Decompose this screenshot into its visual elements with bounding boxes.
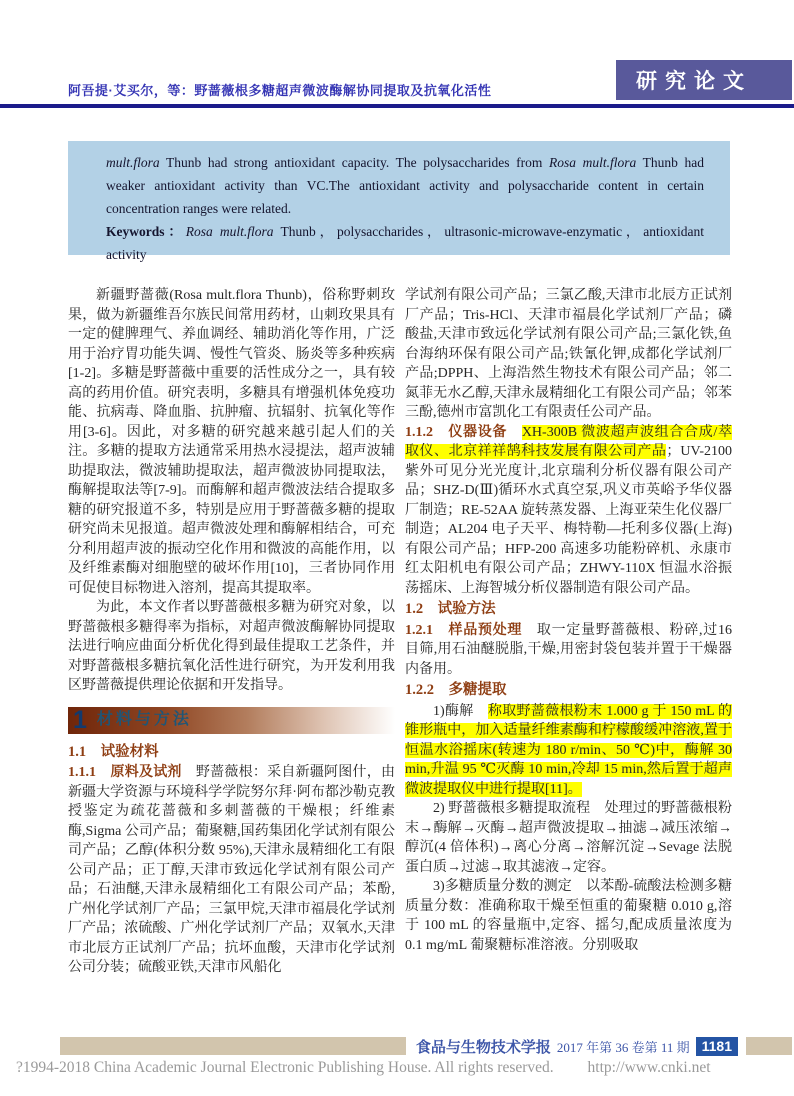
- copyright-line: [16, 1059, 786, 1077]
- header-rule: [0, 104, 794, 108]
- instruments-text: ；UV-2100 紫外可见分光光度计,北京瑞利分析仪器有限公司产品；SHZ-D(Ⅲ)循环水式真空泵,巩义市英峪予华仪器厂制造；RE-52AA 旋转蒸发器、上海亚荣生化仪器厂制造；AL204 电子天平、梅特勒—托利多仪器(上海)有限公司产品；HFP-200 高速多功能粉碎机、永康市红太阳机电有限公司产品；ZHWY-110X 恒温水浴振荡摇床、上海智城分析仪器制造有限公司产品。: [405, 444, 732, 596]
- heading-1-2-2-extraction: 1.2.2 多糖提取: [405, 682, 507, 698]
- paragraph-raw-materials: [68, 763, 395, 978]
- abstract-italic-species: mult.flora: [106, 155, 160, 170]
- heading-1-2-1-pretreatment: 1.2.1 样品预处理: [405, 622, 523, 638]
- abstract-text: [106, 151, 704, 220]
- heading-1-1-2-instruments: 1.1.2 仪器设备: [405, 424, 522, 440]
- heading-1-1-materials: 1.1 试验材料: [68, 743, 159, 760]
- paragraph-introduction: 新疆野蔷薇(Rosa mult.flora Thunb)，俗称野刺玫果，做为新疆维吾尔族民间常用药材，山刺玫果具有一定的健脾理气、养血调经、辅助消化等作用，广泛用于治疗胃功能失调、慢性气管炎、肠炎等多种疾病[1-2]。多糖是野蔷薇中重要的活性成分之一，具有较高的药用价值。研究表明，多糖具有增强机体免疫功能、抗病毒、降血脂、抗肿瘤、抗辐射、抗氧化等作用[3-6]。因此，对多糖的研究越来越引起人们的关注。多糖的提取方法通常采用热水浸提法，超声波辅助提取法，微波辅助提取法，超声微波协同提取法，酶解提取法等[7-9]。而酶解和超声微波法结合提取多糖的研究报道不多，特别是应用于野蔷薇多糖的提取研究尚未见报道。超声微波处理和酶解相结合，可充分利用超声波的振动空化作用和微波的高能作用，以及纤维素酶对细胞壁的破坏作用[10]，三者协同作用可促使目标物进入溶剂，提高其提取率。: [68, 288, 395, 596]
- abstract-run: Thunb had strong antioxidant capacity. The polysaccharides from: [159, 155, 549, 170]
- cnki-url[interactable]: http://www.cnki.net: [587, 1059, 711, 1076]
- keywords-text: Thunb，polysaccharides，ultrasonic-microwave-enzymatic，antioxidant activity: [106, 224, 704, 262]
- running-title: 阿吾提·艾买尔，等：野蔷薇根多糖超声微波酶解协同提取及抗氧化活性: [68, 83, 492, 98]
- research-badge: [616, 60, 792, 100]
- issue-info: 2017 年第 36 卷第 11 期: [556, 1039, 690, 1055]
- footer-bar-right: [746, 1037, 792, 1055]
- footer-bar-left: [60, 1037, 406, 1055]
- pretreatment-text: 取一定量野蔷薇根、粉碎,过16 目筛,用石油醚脱脂,干燥,用密封袋包装并置于干燥器内备用。: [405, 622, 732, 677]
- heading-1-2-methods: 1.2 试验方法: [405, 601, 496, 617]
- paragraph-reagents-continued: 学试剂有限公司产品；三氯乙酸,天津市北辰方正试剂厂产品；Tris-HCl、天津市福晨化学试剂厂产品；磷酸盐,天津市致远化学试剂有限公司产品;三氯化铁,鱼台海纳环保有限公司产品;铁氰化钾,成都化学试剂厂产品;DPPH、上海浩然生物技术有限公司产品；邻二氮菲无水乙醇,天津永晟精细化工有限公司产品；邻苯三酚,德州市富凯化工有限责任公司产品。: [405, 288, 732, 420]
- reagents-text: 野蔷薇根：采自新疆阿图什，由新疆大学资源与环境科学学院努尔拜·阿布都沙勒克教授鉴定为疏花蔷薇和多刺蔷薇的干燥根；纤维素酶,Sigma 公司产品；葡聚糖,国药集团化学试剂有限公司产品；乙醇(体积分数 95%),天津永晟精细化工有限公司产品；正丁醇,天津市致远化学试剂有限公司产品；石油醚,天津永晟精细化工有限公司产品；苯酚,广州化学试剂厂产品；三氯甲烷,天津市福晨化学试剂厂产品；浓硫酸、广州化学试剂厂产品；双氧水,天津市北辰方正试剂厂产品；抗坏血酸，天津市化学试剂公司分装；硫酸亚铁,天津市风船化: [68, 765, 396, 975]
- paragraph-extraction-process: 2) 野蔷薇根多糖提取流程 处理过的野蔷薇根粉末→酶解→灭酶→超声微波提取→抽滤→减压浓缩→醇沉(4 倍体积)→离心分离→溶解沉淀→Sevage 法脱蛋白质→过滤→取其滤液→定容。: [405, 801, 732, 875]
- paragraph-purpose: 为此，本文作者以野蔷薇根多糖为研究对象，以野蔷薇根多糖得率为指标，对超声微波酶解协同提取法进行响应曲面分析优化得到最佳提取工艺条件，并对野蔷薇根多糖抗氧化活性进行研究，为开发利用我区野蔷薇提供理论依据和开发指导。: [68, 600, 395, 693]
- enzymolysis-label: 1)酶解: [433, 703, 488, 719]
- highlight-enzymolysis-text: 称取野蔷薇根粉末 1.000 g 于 150 mL 的锥形瓶中，加入适量纤维素酶和柠檬酸缓冲溶液,置于恒温水浴摇床(转速为 180 r/min、50 ℃)中，酶解 30 min,升温 95 ℃灭酶 10 min,冷却 15 min,然后置于超声微波提取仪中进行提取[11]。: [405, 703, 732, 797]
- right-column: [405, 286, 732, 1034]
- paragraph-measurement: 3)多糖质量分数的测定 以苯酚-硫酸法检测多糖质量分数：准确称取干燥至恒重的葡聚糖 0.010 g,溶于 100 mL 的容量瓶中,定容、摇匀,配成质量浓度为 0.1 mg/mL 葡聚糖标准溶液。分别吸取: [405, 879, 732, 953]
- section-title: 材料与方法: [96, 711, 192, 729]
- copyright-text: ?1994-2018 China Academic Journal Electronic Publishing House. All rights reserved.: [16, 1059, 554, 1076]
- abstract-italic-species-2: Rosa mult.flora: [548, 155, 637, 170]
- research-badge-label: 研究论文: [636, 70, 752, 93]
- abstract-box: [68, 141, 730, 262]
- highlight-instrument-text: XH-300B 微波超声波组合合成/萃取仪、北京祥祥鹄科技发展有限公司产品: [405, 424, 732, 459]
- paragraph-enzymolysis: [405, 702, 732, 800]
- keywords-label: Keywords：: [106, 224, 186, 239]
- heading-1-1-1-reagents: 1.1.1 原料及试剂: [68, 765, 182, 780]
- paragraph-instruments: [405, 423, 732, 599]
- left-column: [68, 286, 395, 1034]
- section-number: 1: [73, 706, 87, 734]
- section-banner-materials-methods: [68, 707, 395, 734]
- abstract-run-2: Thunb had weaker antioxidant activity than VC.The antioxidant activity and polysaccharide content in certain concentration ranges were related.: [106, 155, 704, 216]
- paragraph-pretreatment: [405, 621, 732, 680]
- journal-name: 食品与生物技术学报: [415, 1038, 551, 1056]
- body-columns: [68, 286, 732, 1034]
- keywords-line: [106, 220, 704, 266]
- keywords-species-italic: Rosa mult.flora: [185, 224, 274, 239]
- page-number-badge: 1181: [696, 1037, 738, 1056]
- footer-journal-line: [60, 1035, 792, 1057]
